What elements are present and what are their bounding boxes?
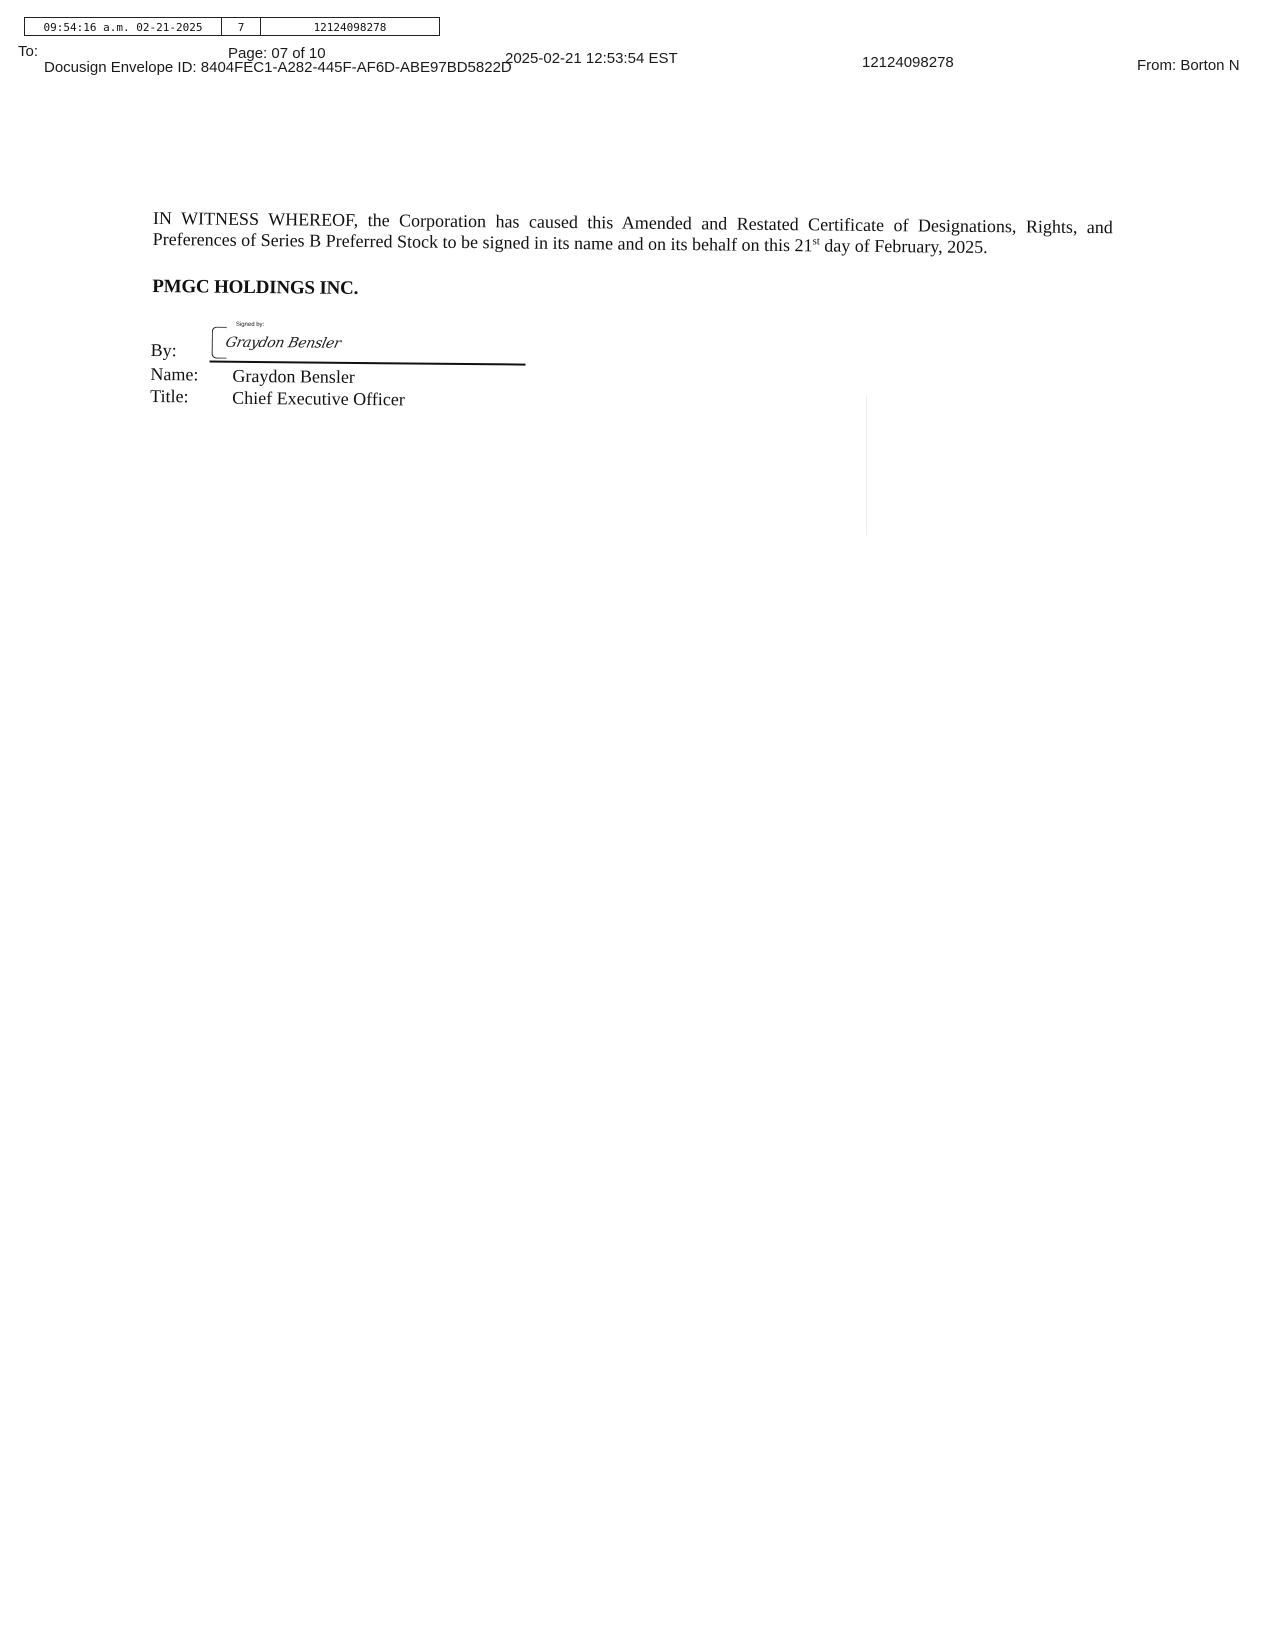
fax-stamp-page: 7	[222, 18, 261, 35]
fax-number: 12124098278	[862, 54, 954, 71]
scan-artifact	[866, 395, 867, 535]
witness-paragraph	[153, 208, 1113, 259]
title-label: Title:	[150, 385, 189, 407]
witness-text: IN WITNESS WHEREOF, the Corporation has caused this Amended and Restated Certificate of Designations, Rights, and Preferences of Series B Preferred Stock to be signed in its name and on its behalf on this 21	[152, 208, 1113, 256]
handwritten-signature: Graydon Bensler	[223, 334, 343, 352]
docusign-envelope-id: Docusign Envelope ID: 8404FEC1-A282-445F-AF6D-ABE97BD5822D	[44, 59, 512, 76]
document-body	[151, 208, 1113, 411]
signature-block	[150, 312, 712, 410]
witness-text-end: day of February, 2025.	[819, 235, 988, 258]
fax-timestamp: 2025-02-21 12:53:54 EST	[505, 50, 678, 67]
fax-stamp-number: 12124098278	[313, 21, 387, 34]
company-name: PMGC HOLDINGS INC.	[152, 275, 359, 299]
signer-title: Chief Executive Officer	[232, 387, 405, 410]
signer-name: Graydon Bensler	[232, 365, 355, 387]
fax-page-info: Page: 07 of 10	[228, 45, 326, 62]
fax-to-label: To:	[18, 43, 39, 60]
docusign-signature-box	[212, 321, 522, 364]
fax-stamp-datetime: 09:54:16 a.m. 02-21-2025	[25, 18, 222, 35]
by-label: By:	[150, 339, 177, 361]
signed-by-caption: Signed by:	[234, 321, 266, 329]
name-label: Name:	[150, 363, 199, 385]
fax-from: From: Borton N	[1137, 57, 1240, 74]
witness-ordinal-suffix: st	[812, 235, 820, 248]
fax-stamp	[24, 17, 440, 36]
